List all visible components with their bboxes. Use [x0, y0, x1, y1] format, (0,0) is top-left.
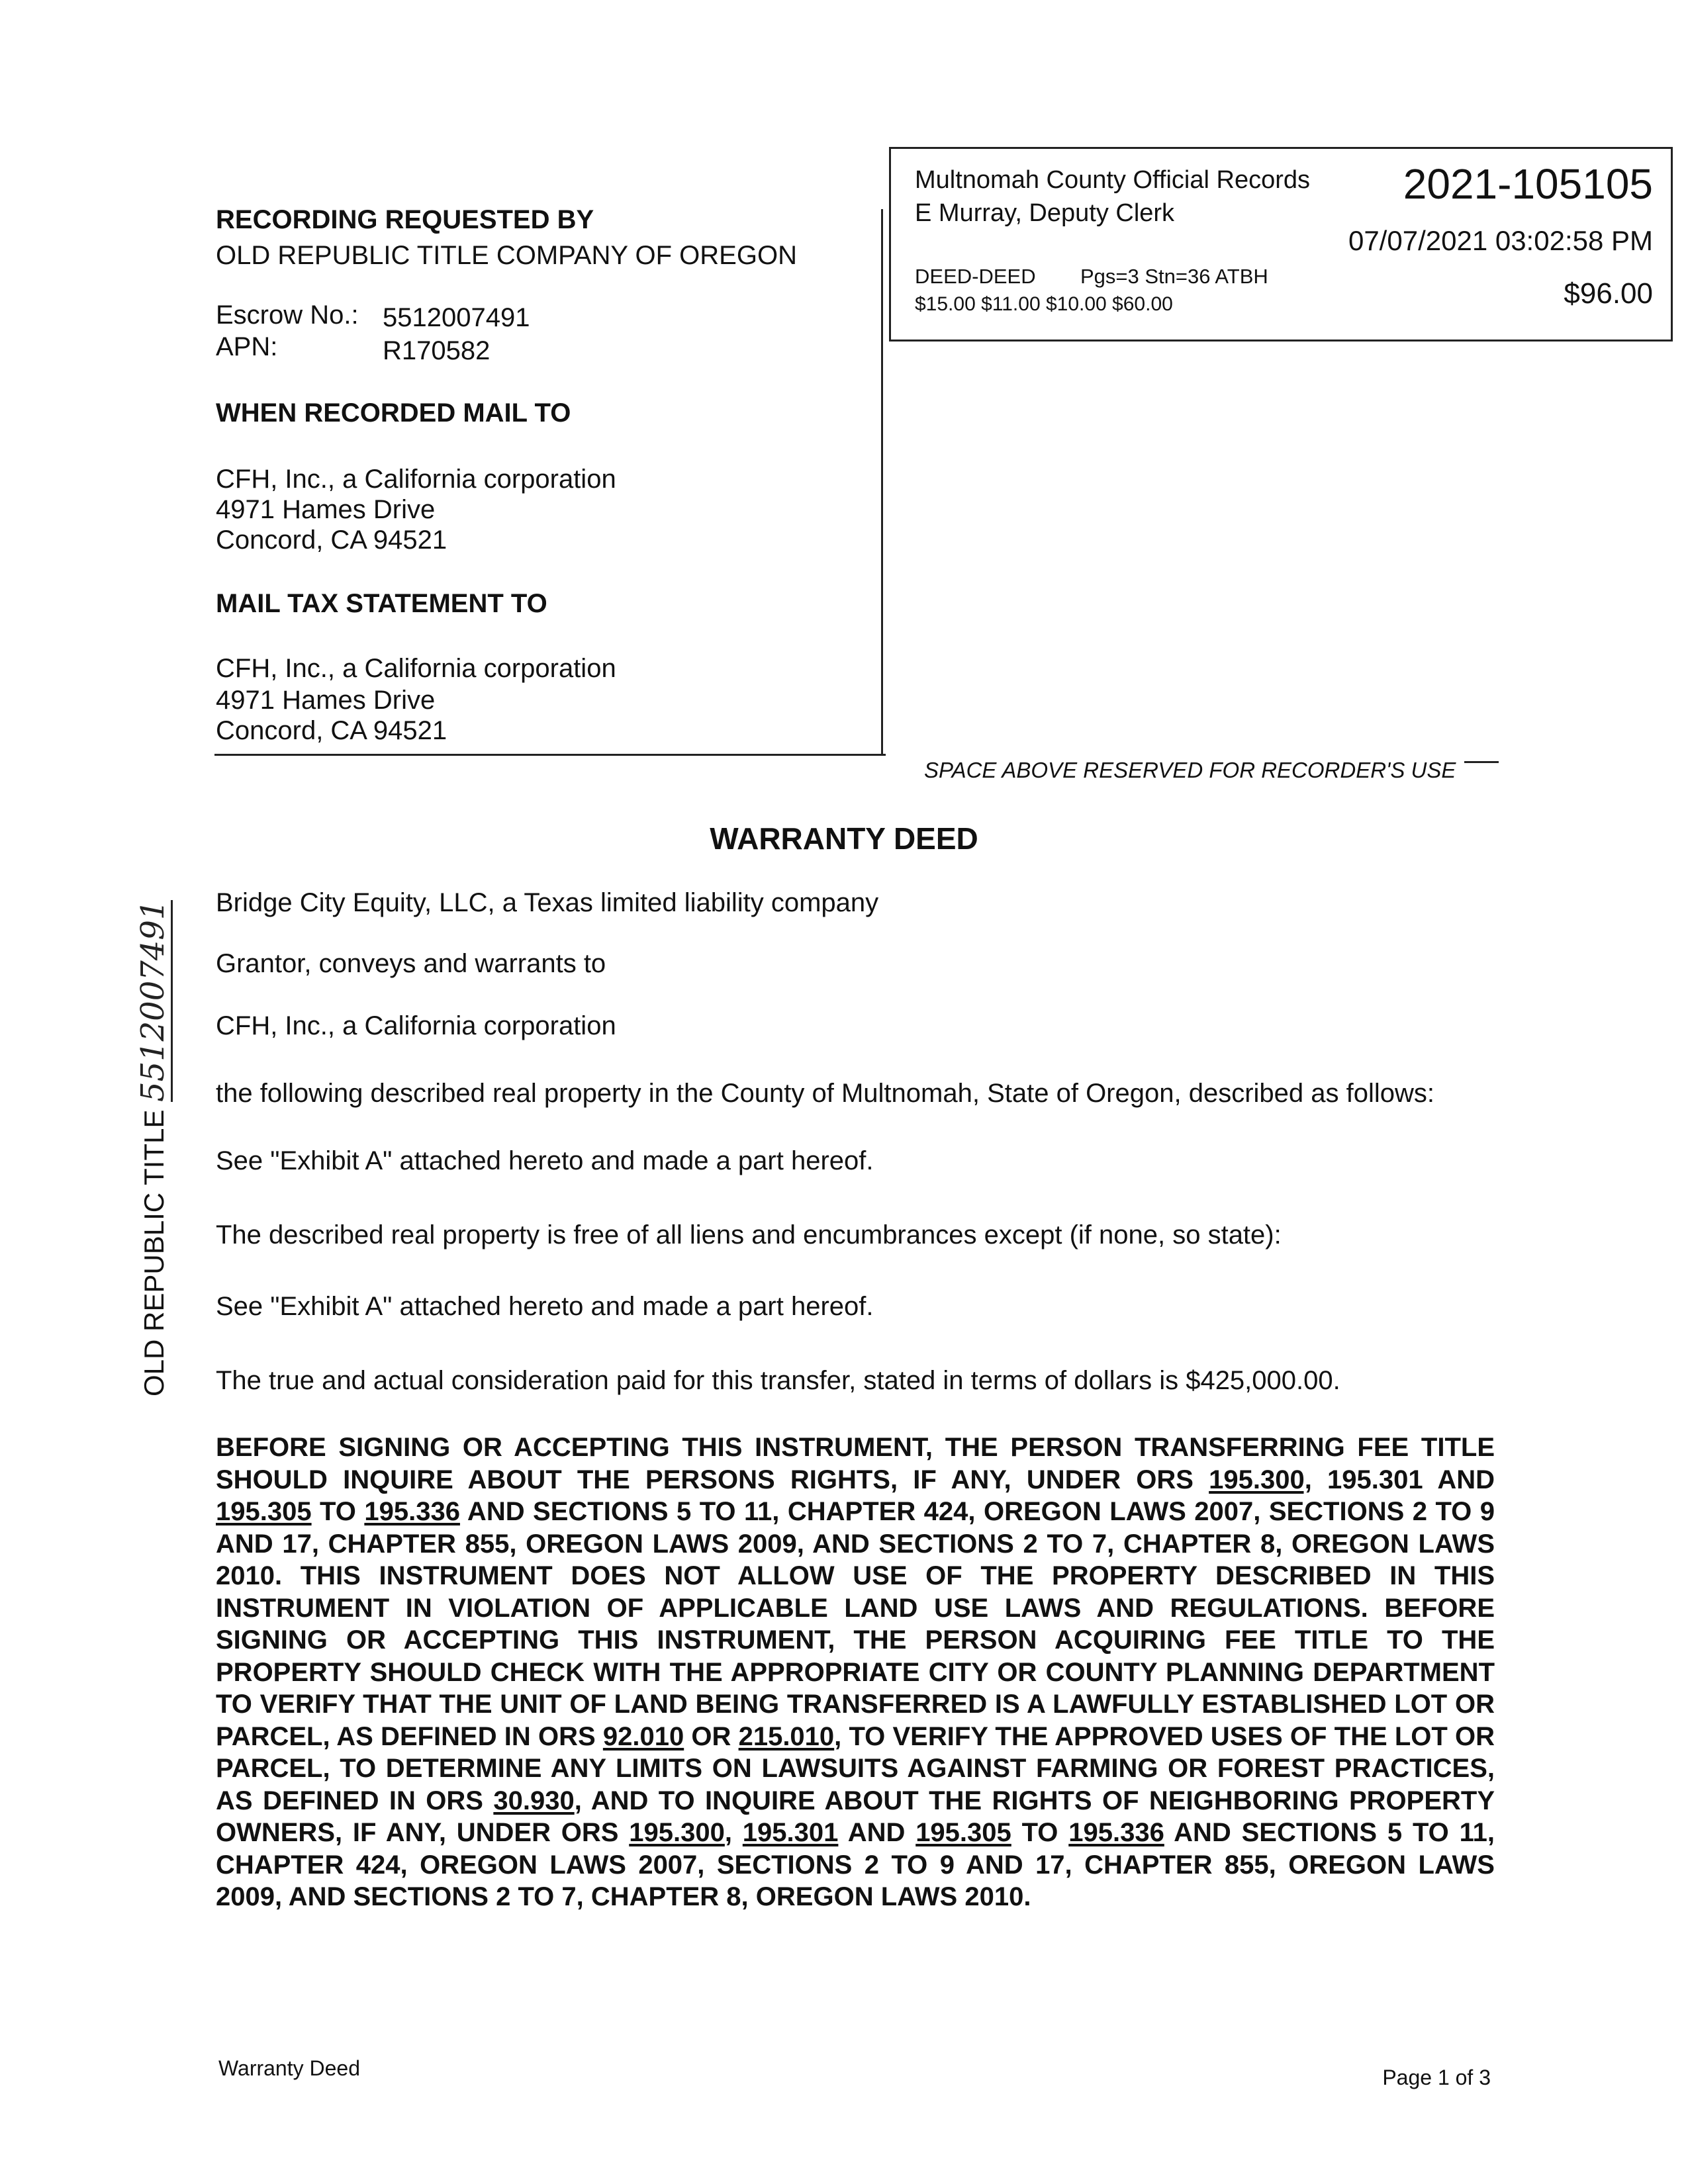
grantor-name: Bridge City Equity, LLC, a Texas limited liability company [216, 888, 879, 917]
exhibit-reference-2: See "Exhibit A" attached hereto and made a part hereof. [216, 1292, 874, 1321]
apn-label: APN: [216, 332, 278, 361]
recorder-space-horizontal-divider [214, 754, 886, 756]
ors-reference: 195.300 [629, 1818, 725, 1847]
margin-stamp-printed: OLD REPUBLIC TITLE [138, 1109, 169, 1396]
ors-reference: 195.336 [1068, 1818, 1164, 1847]
ors-reference: 195.305 [216, 1497, 312, 1526]
consideration-statement: The true and actual consideration paid for this transfer, stated in terms of dollars is $425,000.00. [216, 1366, 1340, 1395]
recorder-document-number: 2021-105105 [1403, 160, 1653, 208]
ors-reference: 92.010 [602, 1721, 684, 1751]
ors-reference: 215.010 [738, 1721, 835, 1751]
ors-reference: 30.930 [493, 1786, 575, 1815]
tax-to-line2: 4971 Hames Drive [216, 686, 436, 715]
tax-to-label: MAIL TAX STATEMENT TO [216, 589, 547, 618]
apn-number: R170582 [383, 336, 491, 365]
recorder-clerk: E Murray, Deputy Clerk [915, 199, 1175, 227]
liens-clause: The described real property is free of all liens and encumbrances except (if none, so state): [216, 1220, 1282, 1250]
recorder-space-end-mark [1464, 761, 1499, 763]
ors-reference: 195.301 [742, 1818, 839, 1847]
title-company-margin-stamp [136, 900, 173, 1396]
escrow-label: Escrow No.: [216, 300, 359, 330]
conveyance-clause: Grantor, conveys and warrants to [216, 949, 606, 978]
recorder-datetime: 07/07/2021 03:02:58 PM [1348, 225, 1653, 256]
mail-to-line2: 4971 Hames Drive [216, 495, 436, 524]
footer-page-number: Page 1 of 3 [1382, 2066, 1491, 2089]
deed-title: WARRANTY DEED [710, 821, 978, 856]
exhibit-reference-1: See "Exhibit A" attached hereto and made a part hereof. [216, 1146, 874, 1175]
recorder-total-fee: $96.00 [1564, 277, 1653, 310]
ors-reference: 195.305 [915, 1818, 1011, 1847]
tax-to-line1: CFH, Inc., a California corporation [216, 654, 616, 683]
ors-reference: 195.300, [1209, 1465, 1312, 1494]
ors-reference: 195.336 [364, 1497, 460, 1526]
mail-to-line3: Concord, CA 94521 [216, 525, 447, 555]
recorder-pages-station: Pgs=3 Stn=36 ATBH [1080, 265, 1268, 288]
tax-to-line3: Concord, CA 94521 [216, 716, 447, 745]
escrow-number: 5512007491 [383, 303, 530, 332]
margin-stamp-handwritten-escrow: 5512007491 [134, 899, 171, 1102]
recorder-fees: $15.00 $11.00 $10.00 $60.00 [915, 293, 1173, 315]
recording-requested-label: RECORDING REQUESTED BY [216, 205, 594, 234]
footer-document-name: Warranty Deed [218, 2056, 360, 2080]
recording-requested-by: OLD REPUBLIC TITLE COMPANY OF OREGON [216, 241, 797, 270]
mail-to-line1: CFH, Inc., a California corporation [216, 465, 616, 494]
recorder-doc-type: DEED-DEED [915, 265, 1036, 288]
recorder-reserved-note: SPACE ABOVE RESERVED FOR RECORDER'S USE [924, 758, 1456, 782]
recorder-space-vertical-divider [881, 209, 883, 756]
property-description: the following described real property in the County of Multnomah, State of Oregon, described as follows: [216, 1079, 1434, 1108]
mail-to-label: WHEN RECORDED MAIL TO [216, 398, 571, 428]
recorder-office: Multnomah County Official Records [915, 166, 1310, 194]
grantee-name: CFH, Inc., a California corporation [216, 1011, 616, 1040]
statutory-warning: BEFORE SIGNING OR ACCEPTING THIS INSTRUMENT, THE PERSON TRANSFERRING FEE TITLE SHOULD INQUIRE ABOUT THE PERSONS RIGHTS, IF ANY, UNDER ORS 195.300, 195.301 AND 195.305 TO 195.336 AND SECTIONS 5 TO 11, CHAPTER 424, OREGON LAWS 2007, SECTIONS 2 TO 9 AND 17, CHAPTER 855, OREGON LAWS 2009, AND SECTIONS 2 TO 7, CHAPTER 8, OREGON LAWS 2010. THIS INSTRUMENT DOES NOT ALLOW USE OF THE PROPERTY DESCRIBED IN THIS INSTRUMENT IN VIOLATION OF APPLICABLE LAND USE LAWS AND REGULATIONS. BEFORE SIGNING OR ACCEPTING THIS INSTRUMENT, THE PERSON ACQUIRING FEE TITLE TO THE PROPERTY SHOULD CHECK WITH THE APPROPRIATE CITY OR COUNTY PLANNING DEPARTMENT TO VERIFY THAT THE UNIT OF LAND BEING TRANSFERRED IS A LAWFULLY ESTABLISHED LOT OR PARCEL, AS DEFINED IN ORS 92.010 OR 215.010, TO VERIFY THE APPROVED USES OF THE LOT OR PARCEL, TO DETERMINE ANY LIMITS ON LAWSUITS AGAINST FARMING OR FOREST PRACTICES, AS DEFINED IN ORS 30.930, AND TO INQUIRE ABOUT THE RIGHTS OF NEIGHBORING PROPERTY OWNERS, IF ANY, UNDER ORS 195.300, 195.301 AND 195.305 TO 195.336 AND SECTIONS 5 TO 11, CHAPTER 424, OREGON LAWS 2007, SECTIONS 2 TO 9 AND 17, CHAPTER 855, OREGON LAWS 2009, AND SECTIONS 2 TO 7, CHAPTER 8, OREGON LAWS 2010. [216, 1433, 1495, 1911]
